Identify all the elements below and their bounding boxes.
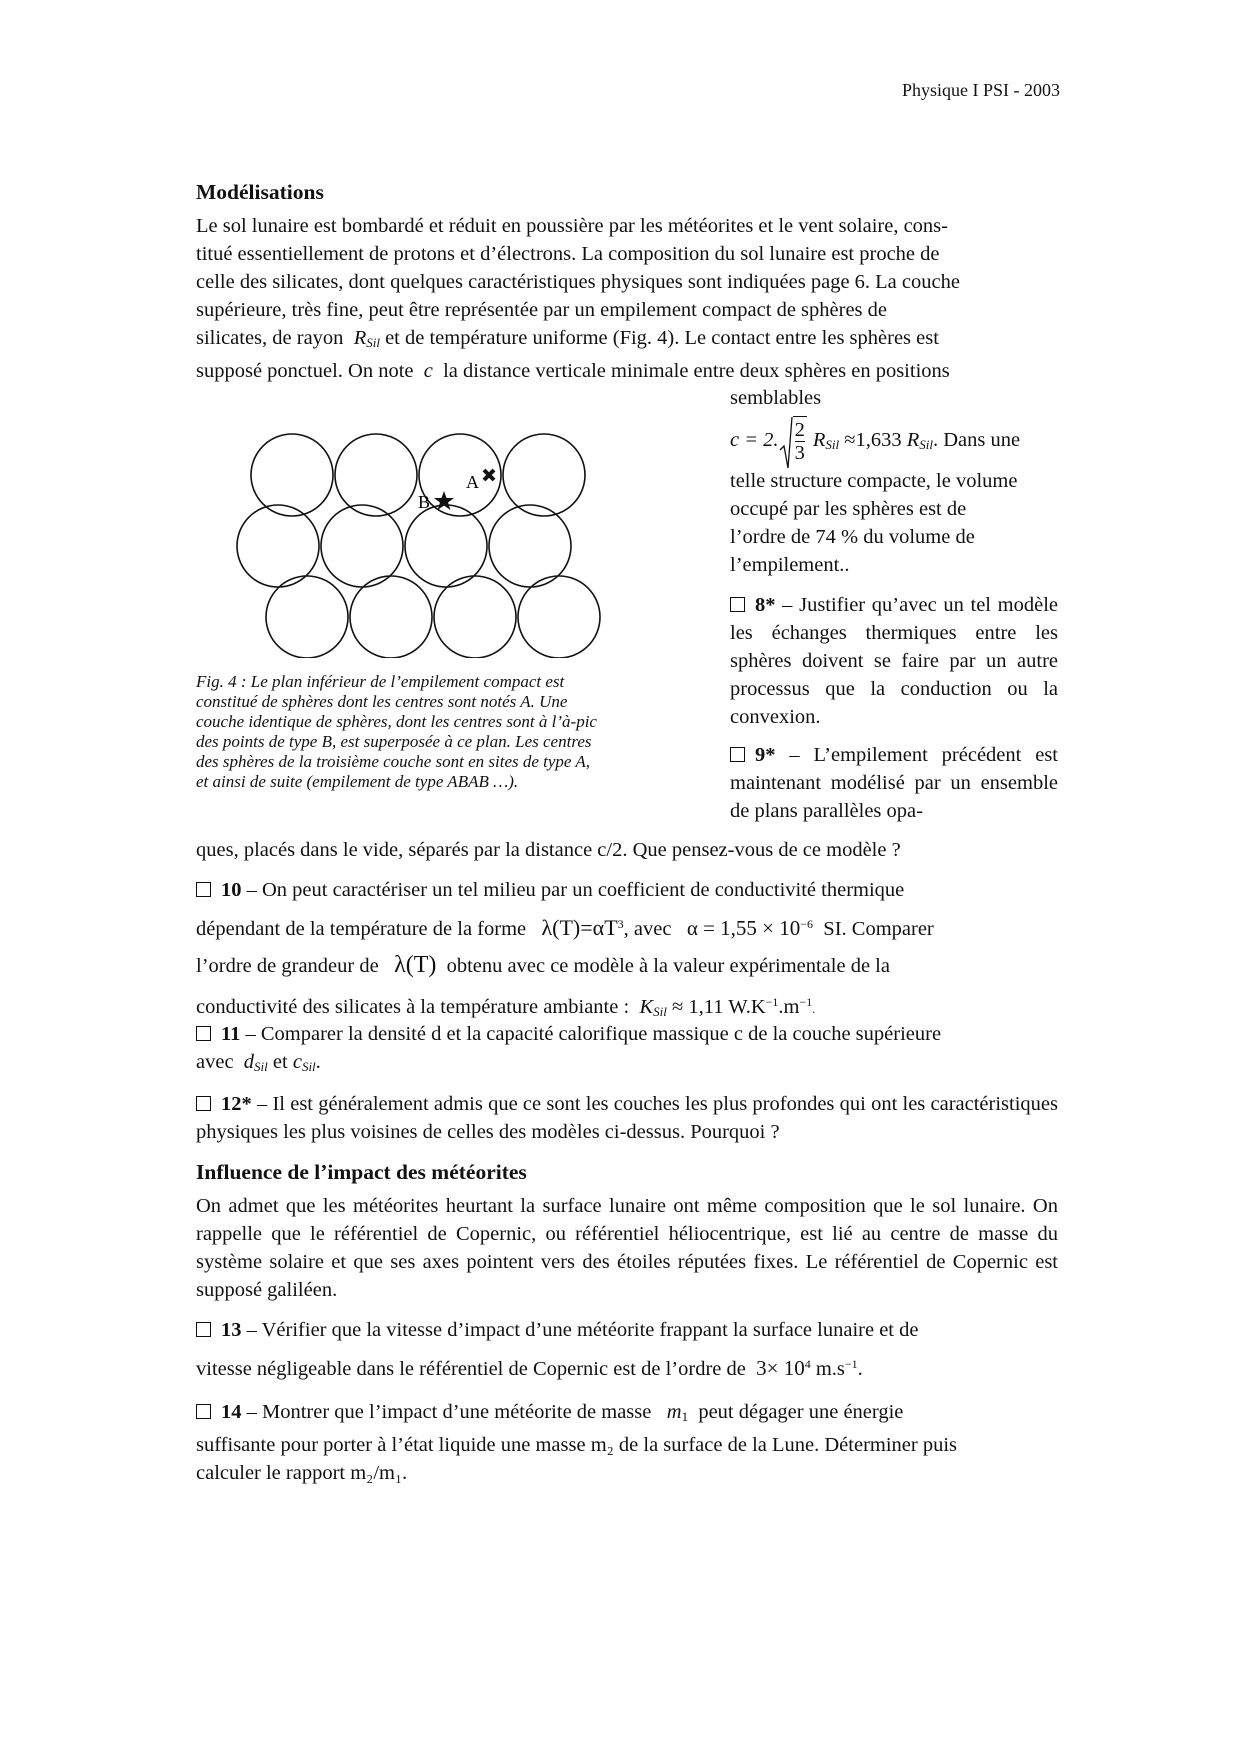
right-column bbox=[730, 384, 1058, 825]
intro-line: titué essentiellement de protons et d’électrons. La composition du sol lunaire est proche de bbox=[196, 243, 940, 265]
figure-caption: Fig. 4 : Le plan inférieur de l’empilement compact est constitué de sphères dont les centres sont notés A. Une couche identique de sphères, dont les centres sont à l’à-pic des points de type B, est superposée à ce plan. Les centres des sphères de la troisième couche sont en sites de type A, et ainsi de suite (empilement de type ABAB …). bbox=[196, 672, 597, 791]
sphere bbox=[405, 505, 487, 587]
question-13: 13 – Vérifier que la vitesse d’impact d’une météorite frappant la surface lunaire et de vitesse négligeable dans le référentiel de Copernic est de l’ordre de $3\times 10^4$ $m.s^{-1}$. bbox=[196, 1319, 919, 1380]
checkbox-icon bbox=[196, 1322, 211, 1337]
question-14: 14 – Montrer que l’impact d’une météorite de masse $m_1$ peut dégager une énergie suffisante pour porter à l’état liquide une masse m₂ de la surface de la Lune. Déterminer puis calculer le rapport m₂/m₁. bbox=[196, 1401, 958, 1484]
label-a: A bbox=[466, 472, 479, 492]
question-8: 8* – Justifier qu’avec un tel modèle les échanges thermiques entre les sphères doivent se faire par un autre processus que la conduction ou la convexion. bbox=[730, 594, 1059, 728]
intro-line: supérieure, très fine, peut être représentée par un empilement compact de sphères de bbox=[196, 299, 887, 321]
intro-line: supposé ponctuel. On note c la distance verticale minimale entre deux sphères en positions bbox=[196, 360, 950, 382]
sphere bbox=[518, 576, 600, 658]
cross-marker-a bbox=[484, 470, 494, 480]
star-marker-b bbox=[434, 491, 454, 510]
question-11: 11 – Comparer la densité d et la capacité calorifique massique c de la couche supérieure avec $d_{Sil}$ et $c_{Sil}$. bbox=[196, 1023, 942, 1074]
sphere bbox=[335, 434, 417, 516]
sphere bbox=[489, 505, 571, 587]
semblables-text: semblables bbox=[730, 387, 822, 409]
question-9: 9* – L’empilement précédent est maintenant modélisé par un ensemble de plans parallèles opa- bbox=[730, 744, 1058, 822]
question-12: 12* – Il est généralement admis que ce sont les couches les plus profondes qui ont les caractéristiques physiques les plus voisines de celles des modèles ci-dessus. Pourquoi ? bbox=[196, 1093, 1058, 1143]
checkbox-icon bbox=[730, 747, 745, 762]
sphere bbox=[350, 576, 432, 658]
intro-line: silicates, de rayon $R_{Sil}$ et de température uniforme (Fig. 4). Le contact entre les sphères est bbox=[196, 327, 939, 350]
sphere bbox=[434, 576, 516, 658]
intro-line: Le sol lunaire est bombardé et réduit en poussière par les météorites et le vent solaire, cons- bbox=[196, 215, 948, 237]
section-heading-modelisations: Modélisations bbox=[196, 180, 324, 204]
sphere-packing-figure bbox=[236, 428, 626, 658]
checkbox-icon bbox=[196, 1404, 211, 1419]
sphere bbox=[237, 505, 319, 587]
right-col-line: l’empilement.. bbox=[730, 554, 850, 576]
checkbox-icon bbox=[730, 597, 745, 612]
sphere bbox=[251, 434, 333, 516]
question-10: 10 – On peut caractériser un tel milieu par un coefficient de conductivité thermique dépendant de la température de la forme $\lambda(T)=\alpha T^3$, avec $\alpha = 1,55 \times 10^{-6}$ SI. Comparer l’ordre de grandeur de λ(T) obtenu avec ce modèle à la valeur expérimentale de la conductivité des silicates à la température ambiante : $K_{Sil} \approx 1,11$ $W.K^{-1}.m^{-1}$. bbox=[196, 879, 934, 1019]
checkbox-icon bbox=[196, 1096, 211, 1111]
right-col-line: l’ordre de 74 % du volume de bbox=[730, 526, 975, 548]
meteorites-paragraph: On admet que les météorites heurtant la surface lunaire ont même composition que le sol lunaire. On rappelle que le référentiel de Copernic, ou référentiel héliocentrique, est lié au centre de masse du système solaire et que ses axes pointent vers des étoiles réputées fixes. Le référentiel de Copernic est supposé galiléen. bbox=[196, 1195, 1058, 1301]
section-heading-meteorites: Influence de l’impact des météorites bbox=[196, 1160, 527, 1184]
intro-paragraph bbox=[196, 212, 1058, 385]
checkbox-icon bbox=[196, 1026, 211, 1041]
checkbox-icon bbox=[196, 882, 211, 897]
page-header: Physique I PSI - 2003 bbox=[901, 80, 1060, 100]
label-b: B bbox=[418, 492, 431, 512]
question-9-continued: ques, placés dans le vide, séparés par la distance c/2. Que pensez-vous de ce modèle ? bbox=[196, 839, 901, 861]
sphere bbox=[321, 505, 403, 587]
right-col-line: occupé par les sphères est de bbox=[730, 498, 967, 520]
right-col-line: telle structure compacte, le volume bbox=[730, 470, 1018, 492]
sphere bbox=[266, 576, 348, 658]
intro-line: celle des silicates, dont quelques caractéristiques physiques sont indiquées page 6. La couche bbox=[196, 271, 960, 293]
sphere bbox=[503, 434, 585, 516]
formula-c: c = 2. $\frac{2}{3}$ $R_{Sil} \approx 1,633$ $R_{Sil}$. Dans une bbox=[730, 416, 1058, 467]
